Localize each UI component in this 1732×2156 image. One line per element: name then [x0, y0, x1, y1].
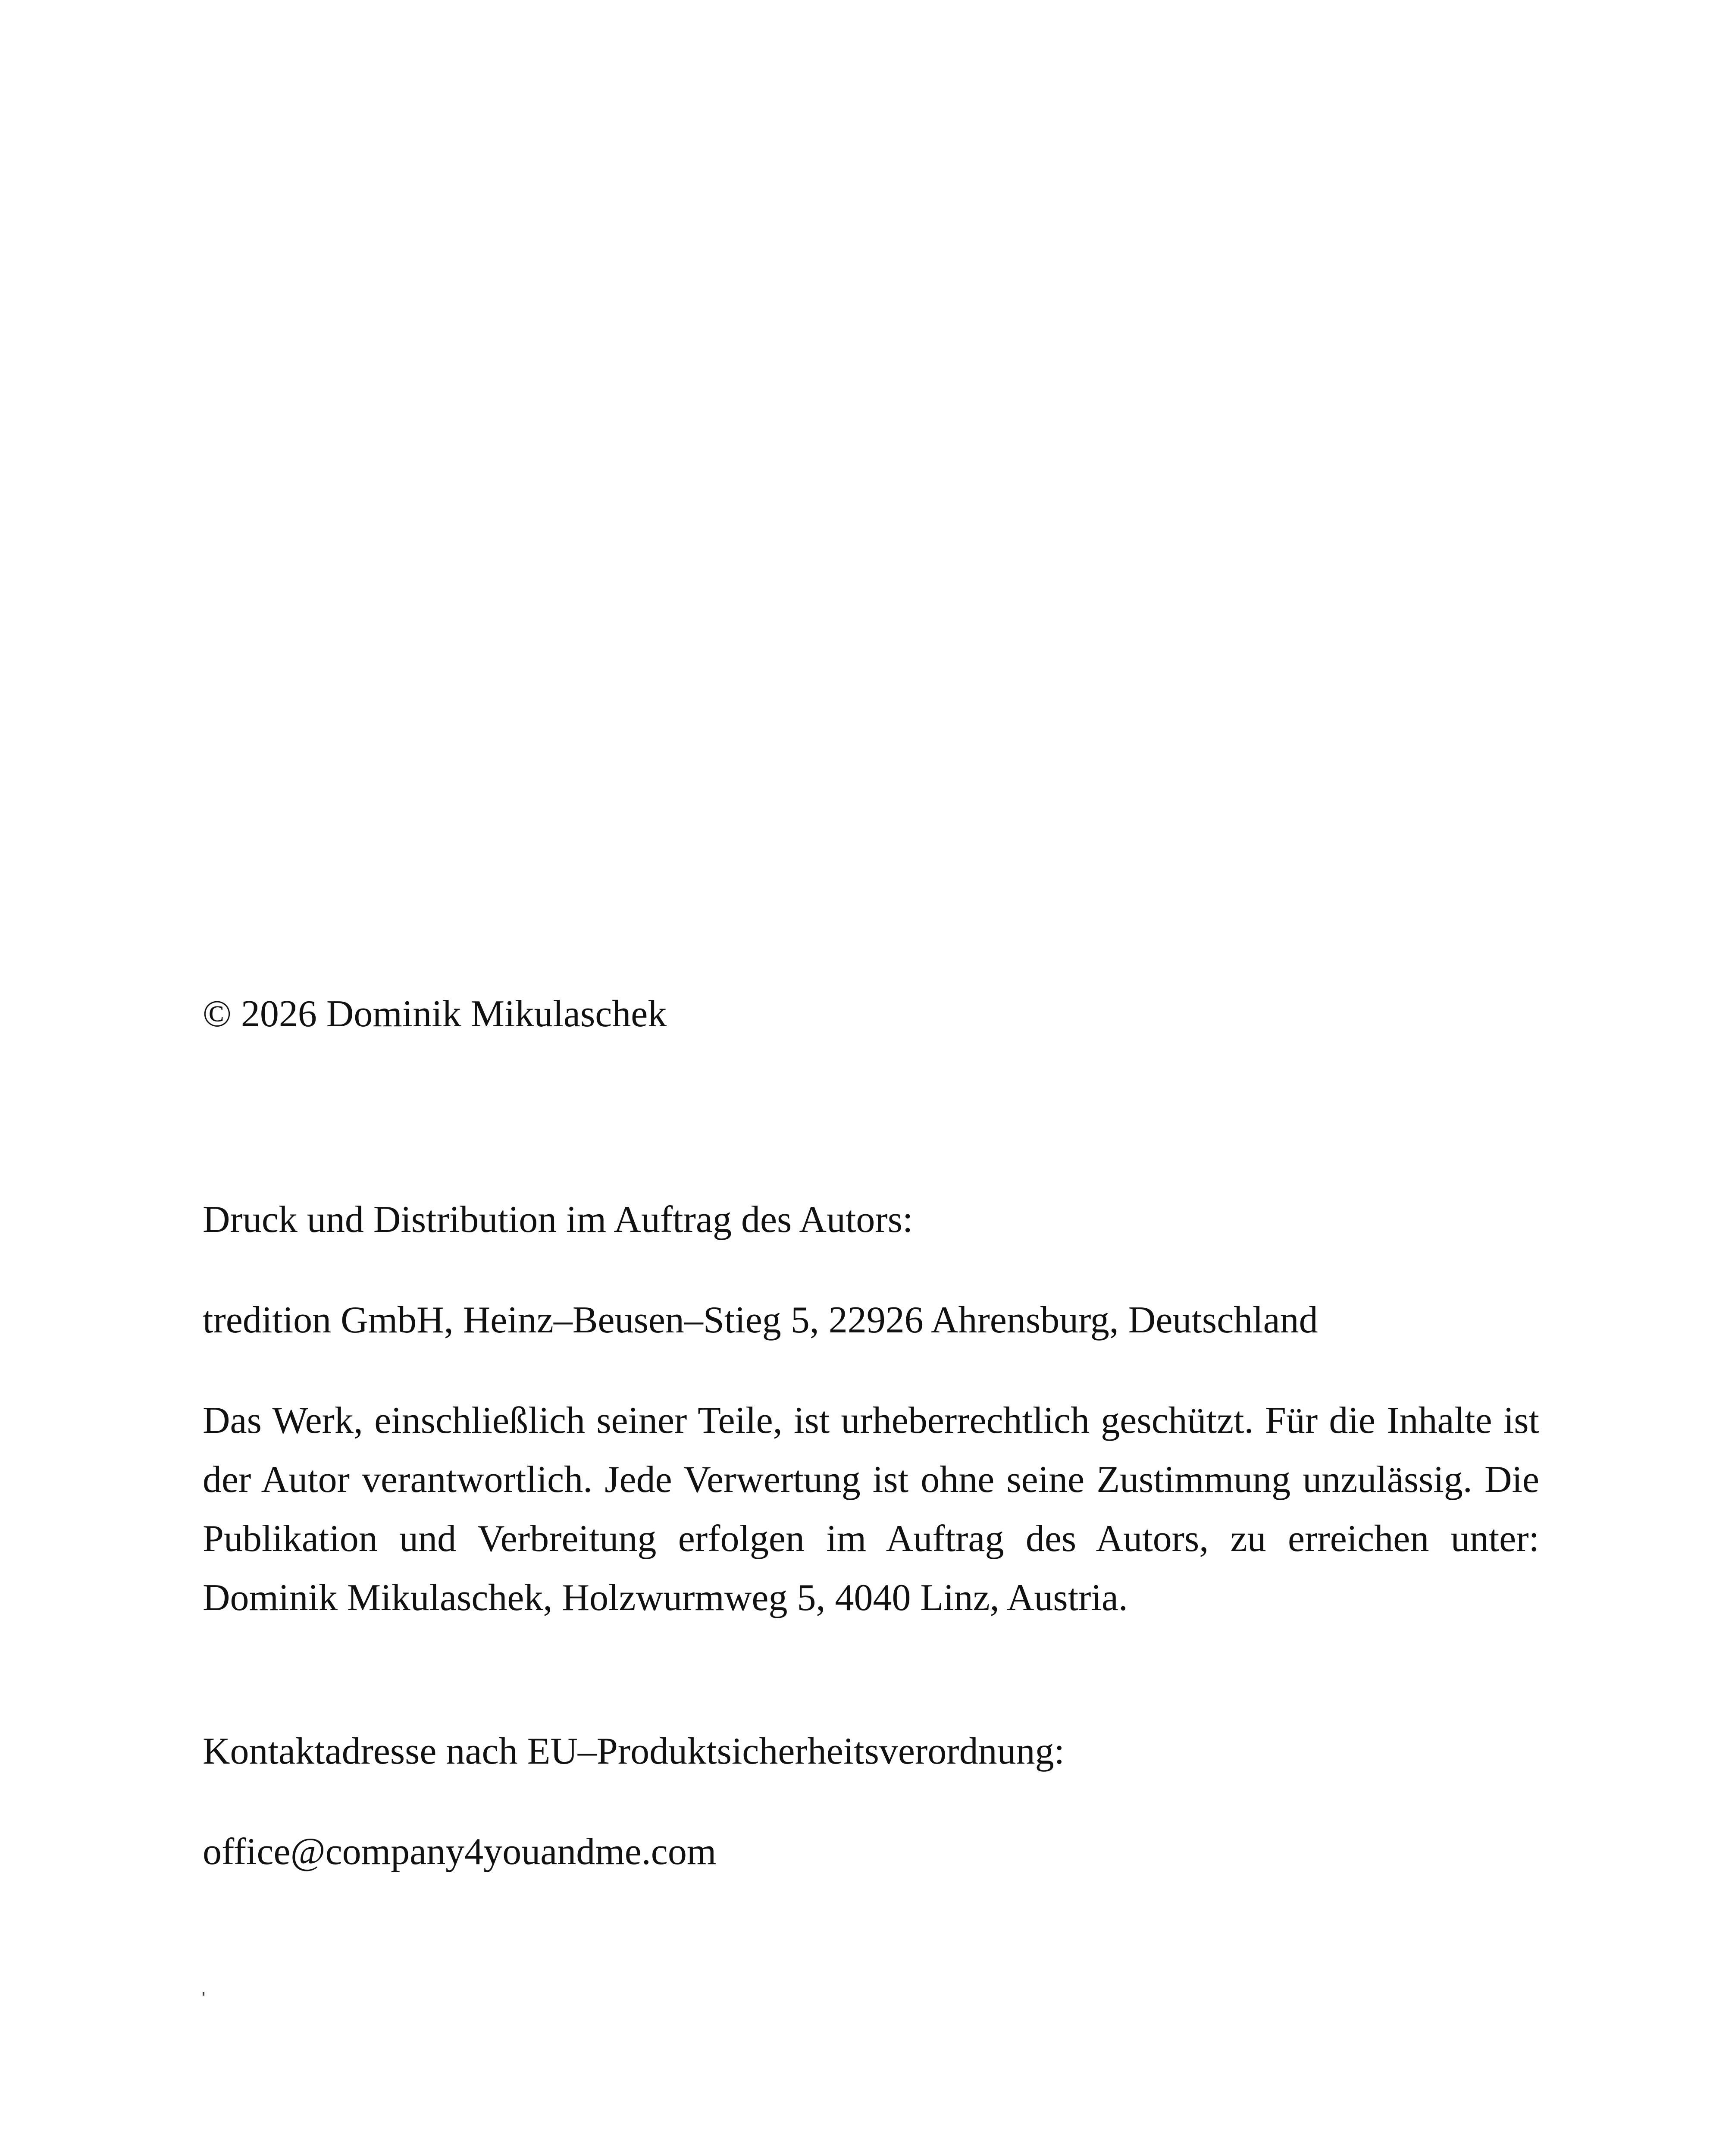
copyright-rights-paragraph: Das Werk, einschließlich seiner Teile, ist urheberrechtlich geschützt. Für die Inhalte ist der Autor verantwortlich. Jede Verwertung ist ohne seine Zustimmung unzulässig. Die Publikation und Verbreitung erfolgen im Auftrag des Autors, zu erreichen unter: Dominik Mikulaschek, Holzwurmweg 5, 4040 Linz, Austria. [203, 1400, 1539, 1619]
contact-email: office@company4youandme.com [203, 1831, 717, 1873]
small-print-mark [203, 1992, 204, 1996]
copyright-notice: © 2026 Dominik Mikulaschek [203, 993, 667, 1035]
eu-contact-label: Kontaktadresse nach EU–Produktsicherheitsverordnung: [203, 1730, 1065, 1772]
publisher-address: tredition GmbH, Heinz–Beusen–Stieg 5, 22926 Ahrensburg, Deutschland [203, 1299, 1318, 1341]
printing-distribution-label: Druck und Distribution im Auftrag des Autors: [203, 1199, 913, 1241]
